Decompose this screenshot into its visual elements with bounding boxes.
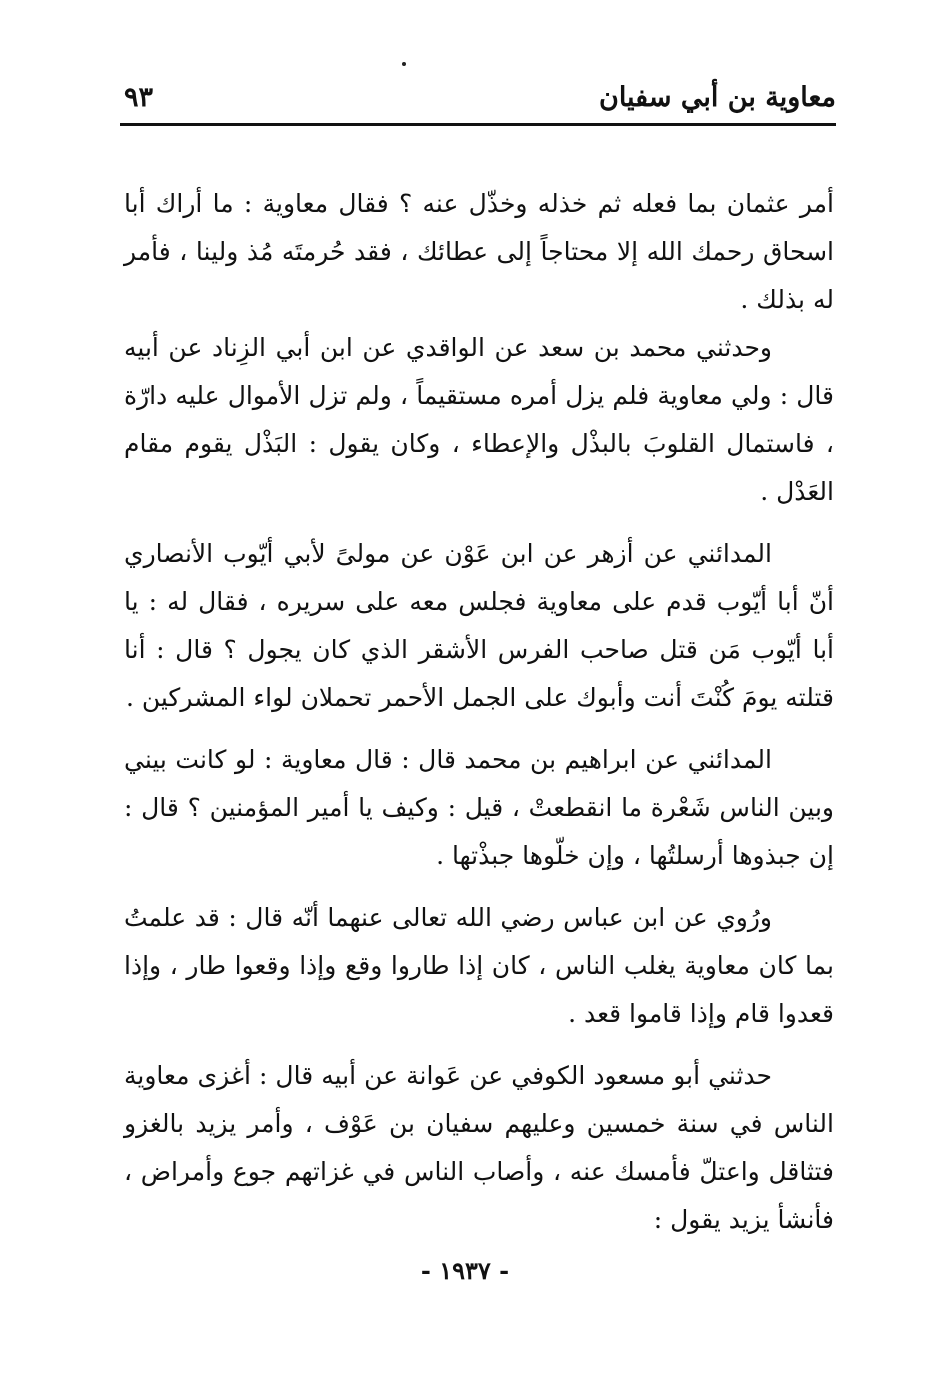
header-rule xyxy=(120,123,836,126)
running-header xyxy=(120,78,836,126)
paragraph-1: أمر عثمان بما فعله ثم خذله وخذّل عنه ؟ فقال معاوية : ما أراك أبا اسحاق رحمك الله إلا محتاجاً إلى عطائك ، فقد حُرمتَه مُذ ولينا ، فأمر له بذلك . xyxy=(124,189,834,314)
paragraph-6: حدثني أبو مسعود الكوفي عن عَوانة عن أبيه قال : أغزى معاوية الناس في سنة خمسين وعليهم سفيان بن عَوْف ، وأمر يزيد بالغزو فتثاقل واعتلّ فأمسك عنه ، وأصاب الناس في غزاتهم جوع وأمراض ، فأنشأ يزيد يقول : xyxy=(124,1061,834,1234)
paragraph-5: ورُوي عن ابن عباس رضي الله تعالى عنهما أنّه قال : قد علمتُ بما كان معاوية يغلب الناس ، كان إذا طاروا وقع وإذا وقعوا طار ، وإذا قعدوا قام وإذا قاموا قعد . xyxy=(124,903,834,1028)
page-body xyxy=(124,180,834,1244)
paragraph-2: وحدثني محمد بن سعد عن الواقدي عن ابن أبي الزِناد عن أبيه قال : ولي معاوية فلم يزل أمره مستقيماً ، ولم تزل الأموال عليه دارّة ، فاستمال القلوبَ بالبذْل والإعطاء ، وكان يقول : البَذْل يقوم مقام العَدْل . xyxy=(124,333,834,506)
page-folio: - ١٩٣٧ - xyxy=(420,1256,510,1285)
print-speck xyxy=(402,62,406,66)
paragraph-3: المدائني عن أزهر عن ابن عَوْن عن مولىً لأبي أيّوب الأنصاري أنّ أبا أيّوب قدم على معاوية فجلس معه على سريره ، فقال له : يا أبا أيّوب مَن قتل صاحب الفرس الأشقر الذي كان يجول ؟ قال : أنا قتلته يومَ كُنْتَ أنت وأبوك على الجمل الأحمر تحملان لواء المشركين . xyxy=(124,539,834,712)
page-number: ٩٣ xyxy=(124,82,154,113)
paragraph-4: المدائني عن ابراهيم بن محمد قال : قال معاوية : لو كانت بيني وبين الناس شَعْرة ما انقطعتْ ، قيل : وكيف يا أمير المؤمنين ؟ قال : إن جبذوها أرسلتُها ، وإن خلّوها جبذْتها . xyxy=(124,745,834,870)
running-title: معاوية بن أبي سفيان xyxy=(598,82,836,113)
